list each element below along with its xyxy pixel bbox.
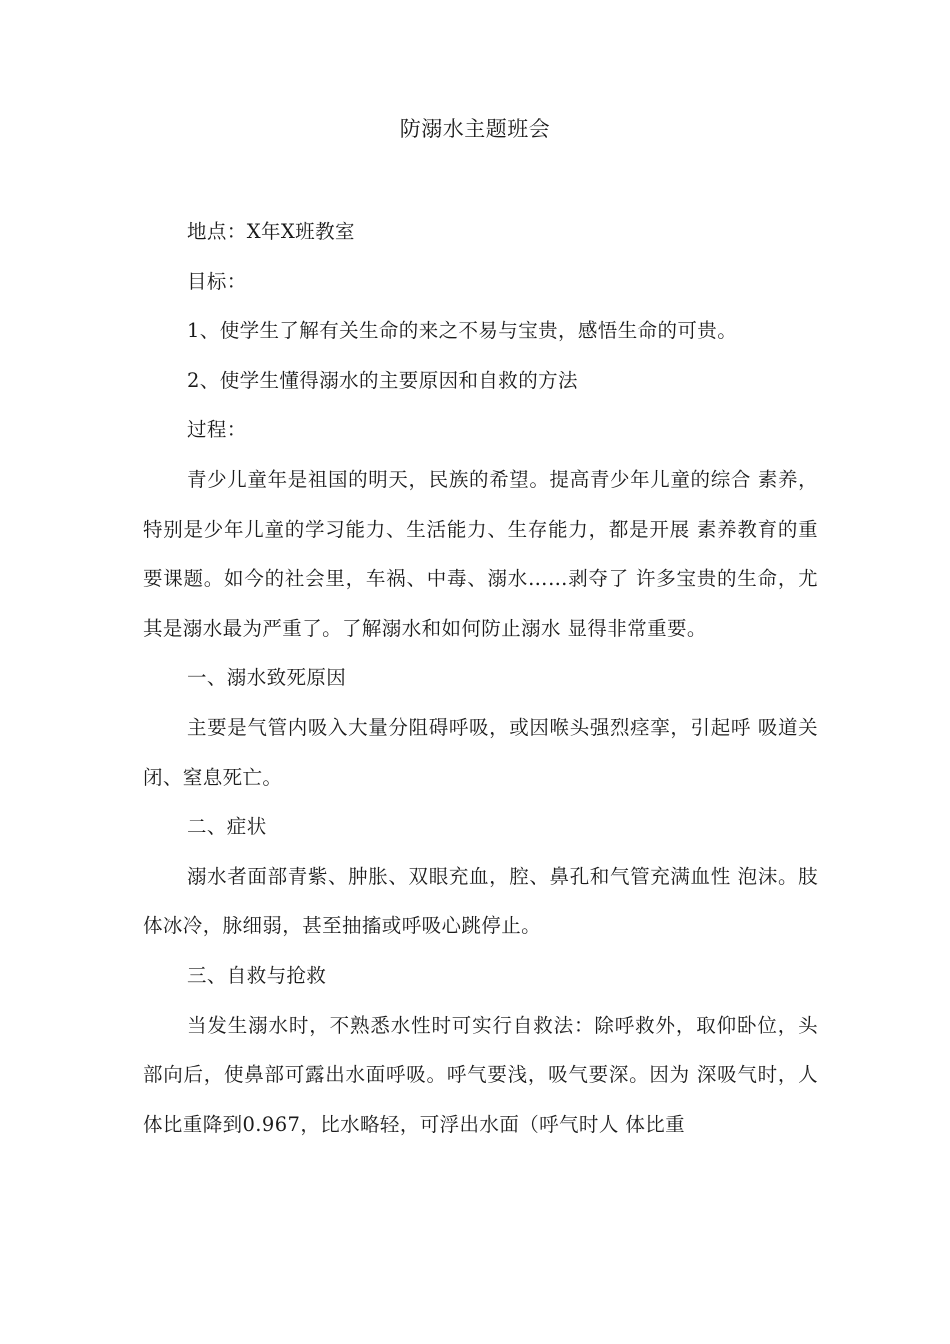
section-heading-rescue: 三、自救与抢救 bbox=[187, 963, 327, 987]
section-heading-causes: 一、溺水致死原因 bbox=[187, 666, 347, 690]
paragraph-goal-2: 2、使学生懂得溺水的主要原因和自救的方法 bbox=[187, 368, 578, 392]
paragraph-causes: 主要是气管内吸入大量分阻碍呼吸，或因喉头强烈痉挛，引起呼 吸道关闭、窒息死亡。 bbox=[143, 715, 818, 789]
paragraph-symptoms: 溺水者面部青紫、肿胀、双眼充血，腔、鼻孔和气管充满血性 泡沫。肢体冰冷，脉细弱，甚至抽搐或呼吸心跳停止。 bbox=[143, 864, 818, 938]
paragraph-goal-1: 1、使学生了解有关生命的来之不易与宝贵，感悟生命的可贵。 bbox=[187, 319, 738, 343]
paragraph-rescue: 当发生溺水时，不熟悉水性时可实行自救法：除呼救外，取仰卧位，头部向后，使鼻部可露出水面呼吸。呼气要浅，吸气要深。因为 深吸气时，人体比重降到0.967，比水略轻，可浮出水面（呼气时人 体比重 bbox=[143, 1013, 818, 1136]
document-title: 防溺水主题班会 bbox=[399, 117, 551, 141]
paragraph-goals-heading: 目标： bbox=[187, 269, 247, 293]
paragraph-process-heading: 过程： bbox=[187, 418, 247, 442]
paragraph-location: 地点：X年X班教室 bbox=[187, 220, 355, 243]
document-body bbox=[143, 207, 818, 1149]
section-heading-symptoms: 二、症状 bbox=[187, 815, 267, 839]
paragraph-intro: 青少儿童年是祖国的明天，民族的希望。提高青少年儿童的综合 素养，特别是少年儿童的学习能力、生活能力、生存能力，都是开展 素养教育的重要课题。如今的社会里，车祸、中毒、溺水……剥夺了 许多宝贵的生命，尤其是溺水最为严重了。了解溺水和如何防止溺水 显得非常重要。 bbox=[143, 467, 818, 640]
